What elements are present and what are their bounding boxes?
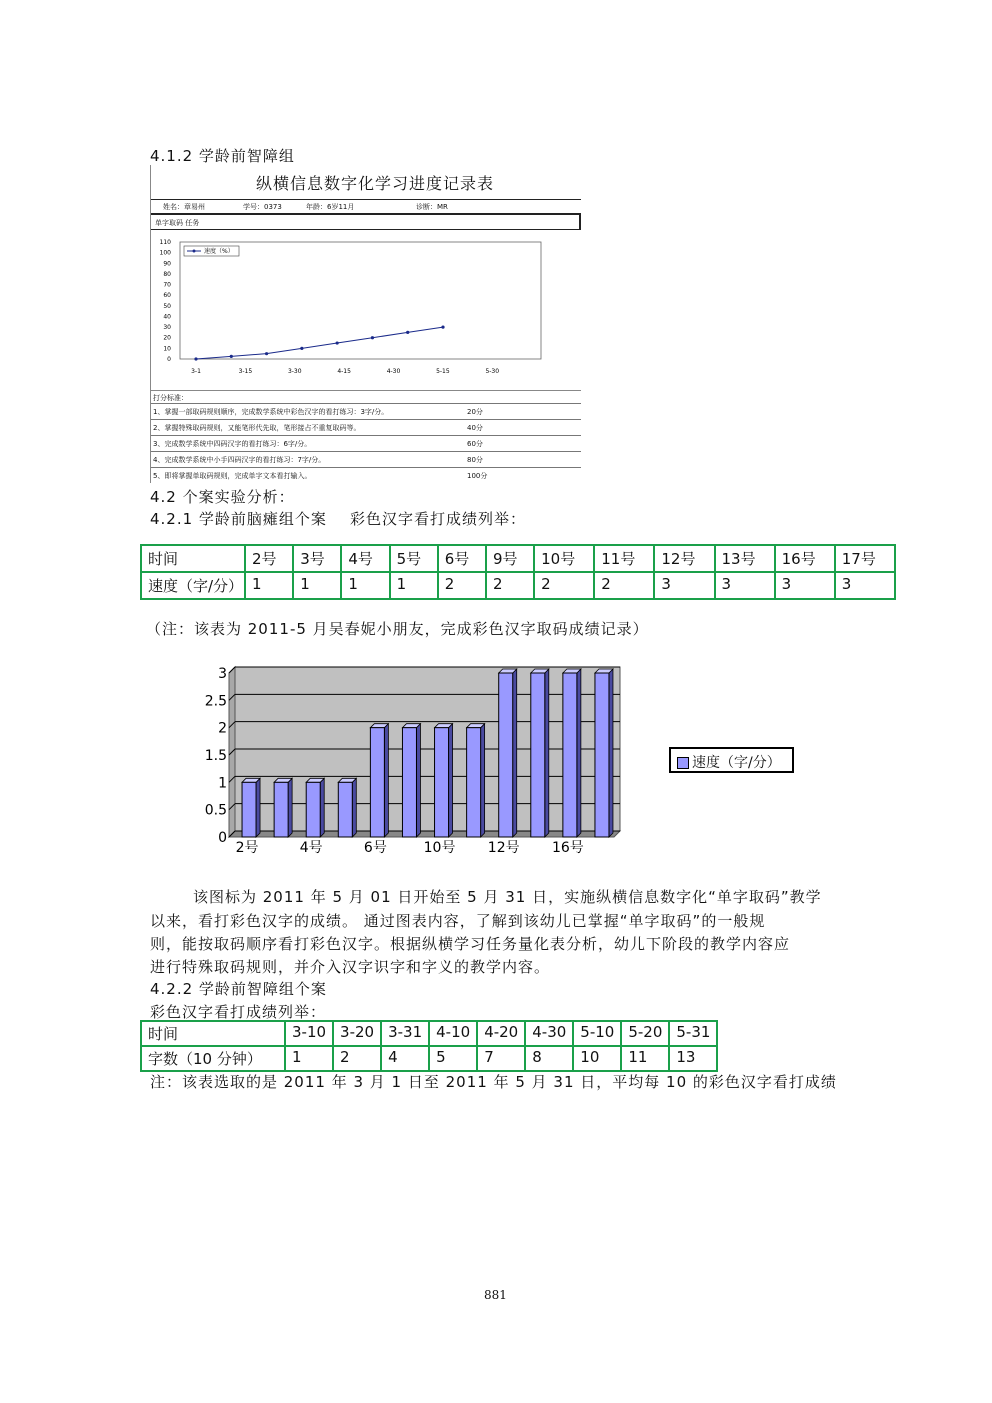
legend-marker xyxy=(193,250,196,253)
bar-side xyxy=(513,669,517,837)
data-point xyxy=(441,325,444,328)
criterion-score: 100分 xyxy=(467,472,488,480)
value-cell: 3 xyxy=(835,572,895,599)
paragraph-line-2: 以来，看打彩色汉字的成绩。 通过图表内容，了解到该幼儿已掌握“单字取码”的一般规 xyxy=(150,912,766,930)
header-cell: 3号 xyxy=(293,545,341,572)
data-point xyxy=(265,352,268,355)
bar-side xyxy=(416,724,420,837)
value-cell: 3 xyxy=(654,572,714,599)
data-point xyxy=(371,336,374,339)
value-cell: 5 xyxy=(429,1046,477,1071)
data-point xyxy=(336,341,339,344)
heading-4-1-2: 4.1.2 学龄前智障组 xyxy=(150,147,295,165)
data-point xyxy=(406,331,409,334)
bar-side xyxy=(577,669,581,837)
bar-side xyxy=(545,669,549,837)
legend-label: 速度（字/分） xyxy=(692,755,781,771)
value-cell: 8 xyxy=(525,1046,573,1071)
bar-side xyxy=(481,724,485,837)
bar-side xyxy=(449,724,453,837)
data-point xyxy=(230,355,233,358)
y-tick-label: 60 xyxy=(163,292,171,300)
criterion-score: 40分 xyxy=(467,424,483,432)
plot-area xyxy=(180,242,541,359)
bar xyxy=(402,728,416,837)
x-tick-label: 12号 xyxy=(487,840,520,856)
y-tick-label: 2 xyxy=(218,720,227,737)
y-tick-label: 0.5 xyxy=(204,802,227,819)
y-tick-label: 80 xyxy=(163,270,171,278)
header-cell: 3-20 xyxy=(333,1021,381,1046)
data-point xyxy=(194,357,197,360)
bar xyxy=(595,673,609,837)
y-tick-label: 100 xyxy=(159,249,171,257)
header-cell: 5号 xyxy=(390,545,438,572)
y-tick-label: 3 xyxy=(218,666,227,682)
sheet-task: 单字取码 任务 xyxy=(155,219,200,227)
header-cell: 4-30 xyxy=(525,1021,573,1046)
header-cell: 5-10 xyxy=(573,1021,621,1046)
sheet-student-no: 学号：0373 xyxy=(243,203,282,211)
y-tick-label: 110 xyxy=(159,239,171,246)
bar-side xyxy=(256,778,260,837)
header-cell: 16号 xyxy=(775,545,835,572)
legend-swatch xyxy=(677,757,689,769)
value-cell: 1 xyxy=(245,572,293,599)
y-tick-label: 1.5 xyxy=(204,748,227,764)
x-tick-label: 3-30 xyxy=(287,368,302,375)
y-tick-label: 0 xyxy=(167,356,171,363)
bar xyxy=(499,673,513,837)
bar xyxy=(274,782,288,837)
value-cell: 3 xyxy=(715,572,775,599)
sheet-name: 姓名：章易州 xyxy=(163,203,205,211)
y-tick-label: 10 xyxy=(163,345,171,353)
bar-side xyxy=(384,724,388,837)
header-cell: 4-10 xyxy=(429,1021,477,1046)
speed-table-row xyxy=(141,572,895,599)
heading-4-2-2: 4.2.2 学龄前智障组个案 xyxy=(150,980,327,998)
bar-side xyxy=(352,778,356,837)
header-cell: 5-20 xyxy=(621,1021,669,1046)
x-tick-label: 2号 xyxy=(235,840,259,856)
row-label: 速度（字/分） xyxy=(141,572,245,599)
value-cell: 2 xyxy=(438,572,486,599)
header-cell: 2号 xyxy=(245,545,293,572)
criterion-score: 20分 xyxy=(467,408,483,416)
header-cell: 9号 xyxy=(486,545,534,572)
y-tick-label: 40 xyxy=(163,313,171,321)
criterion-text: 2、掌握特殊取码规则，又能笔形代先取，笔形接占不重复取码等。 xyxy=(153,424,361,432)
bar-side xyxy=(609,669,613,837)
y-tick-label: 2.5 xyxy=(204,693,227,710)
y-tick-label: 1 xyxy=(218,775,227,792)
header-cell: 12号 xyxy=(654,545,714,572)
scoring-title: 打分标准： xyxy=(153,394,188,402)
paragraph-line-4: 进行特殊取码规则，并介入汉字识字和字义的教学内容。 xyxy=(150,958,551,976)
word-count-table-header xyxy=(141,1021,717,1046)
x-tick-label: 4号 xyxy=(299,840,323,856)
value-cell: 2 xyxy=(534,572,594,599)
speed-table-header xyxy=(141,545,895,572)
x-tick-label: 5-15 xyxy=(436,368,450,375)
value-cell: 11 xyxy=(621,1046,669,1071)
bar xyxy=(467,728,481,837)
x-tick-label: 4-30 xyxy=(386,368,401,375)
header-cell: 时间 xyxy=(141,1021,285,1046)
y-tick-label: 90 xyxy=(163,260,171,268)
y-tick-label: 50 xyxy=(163,302,171,310)
criterion-text: 4、完成数学系统中小手四码汉字的看打练习：7字/分。 xyxy=(153,456,326,464)
bar-side xyxy=(288,778,292,837)
x-tick-label: 3-15 xyxy=(238,368,253,375)
header-cell: 4-20 xyxy=(477,1021,525,1046)
criterion-text: 5、即将掌握单取码规则，完成单字文本看打输入。 xyxy=(153,472,312,480)
criterion-score: 80分 xyxy=(467,456,483,464)
x-tick-label: 5-30 xyxy=(485,368,500,375)
bar-chart-legend xyxy=(669,747,794,773)
criterion-text: 1、掌握一部取码规则顺序，完成数学系统中彩色汉字的看打练习：3字/分。 xyxy=(153,408,389,416)
bar-side xyxy=(320,778,324,837)
value-cell: 13 xyxy=(669,1046,717,1071)
sheet-age: 年龄：6岁11月 xyxy=(306,203,355,211)
y-tick-label: 0 xyxy=(218,830,227,846)
value-cell: 2 xyxy=(486,572,534,599)
paragraph-line-3: 则，能按取码顺序看打彩色汉字。根据纵横学习任务量化表分析，幼儿下阶段的教学内容应 xyxy=(150,935,791,953)
header-cell: 10号 xyxy=(534,545,594,572)
data-point xyxy=(300,347,303,350)
value-cell: 2 xyxy=(594,572,654,599)
paragraph-line-1: 该图标为 2011 年 5 月 01 日开始至 5 月 31 日，实施纵横信息数字化“单字取码”教学 xyxy=(193,888,822,906)
bar xyxy=(306,782,320,837)
speed-table xyxy=(140,544,896,600)
word-count-table xyxy=(140,1020,718,1072)
bar xyxy=(531,673,545,837)
value-cell: 4 xyxy=(381,1046,429,1071)
header-cell: 4号 xyxy=(341,545,389,572)
header-cell: 11号 xyxy=(594,545,654,572)
sheet-diagnosis: 诊断：MR xyxy=(416,203,448,211)
header-cell: 17号 xyxy=(835,545,895,572)
row-label: 字数（10 分钟） xyxy=(141,1046,285,1071)
value-cell: 3 xyxy=(775,572,835,599)
heading-4-2: 4.2 个案实验分析： xyxy=(150,488,295,506)
bar xyxy=(338,782,352,837)
criterion-text: 3、完成数学系统中四码汉字的看打练习：6字/分。 xyxy=(153,440,312,448)
bar xyxy=(242,782,256,837)
y-tick-label: 30 xyxy=(163,324,171,332)
x-tick-label: 16号 xyxy=(551,840,584,856)
y-tick-label: 70 xyxy=(163,281,171,289)
header-cell: 6号 xyxy=(438,545,486,572)
legend-label: 速度（%） xyxy=(204,248,234,255)
header-cell: 时间 xyxy=(141,545,245,572)
x-tick-label: 6号 xyxy=(363,840,387,856)
header-cell: 5-31 xyxy=(669,1021,717,1046)
value-cell: 7 xyxy=(477,1046,525,1071)
bar xyxy=(435,728,449,837)
note-1: （注：该表为 2011-5 月吴春妮小朋友，完成彩色汉字取码成绩记录） xyxy=(146,620,649,638)
record-sheet xyxy=(150,165,581,483)
page-number: 881 xyxy=(484,1288,507,1302)
x-tick-label: 4-15 xyxy=(337,368,351,375)
heading-4-2-2-sub: 彩色汉字看打成绩列举： xyxy=(150,1003,327,1021)
value-cell: 2 xyxy=(333,1046,381,1071)
heading-4-2-1: 4.2.1 学龄前脑瘫组个案 彩色汉字看打成绩列举： xyxy=(150,510,527,528)
speed-bar-chart xyxy=(200,655,640,860)
y-tick-label: 20 xyxy=(163,334,171,342)
sheet-line-chart xyxy=(151,231,581,391)
value-cell: 1 xyxy=(293,572,341,599)
criterion-score: 60分 xyxy=(467,440,483,448)
value-cell: 1 xyxy=(285,1046,333,1071)
sheet-title: 纵横信息数字化学习进度记录表 xyxy=(256,174,495,193)
value-cell: 10 xyxy=(573,1046,621,1071)
bar xyxy=(563,673,577,837)
header-cell: 13号 xyxy=(715,545,775,572)
x-tick-label: 3-1 xyxy=(191,368,201,375)
value-cell: 1 xyxy=(341,572,389,599)
header-cell: 3-31 xyxy=(381,1021,429,1046)
value-cell: 1 xyxy=(390,572,438,599)
header-cell: 3-10 xyxy=(285,1021,333,1046)
note-2: 注：该表选取的是 2011 年 3 月 1 日至 2011 年 5 月 31 日，平均每 10 的彩色汉字看打成绩 xyxy=(150,1073,837,1091)
bar xyxy=(370,728,384,837)
word-count-table-row xyxy=(141,1046,717,1071)
x-tick-label: 10号 xyxy=(423,840,456,856)
